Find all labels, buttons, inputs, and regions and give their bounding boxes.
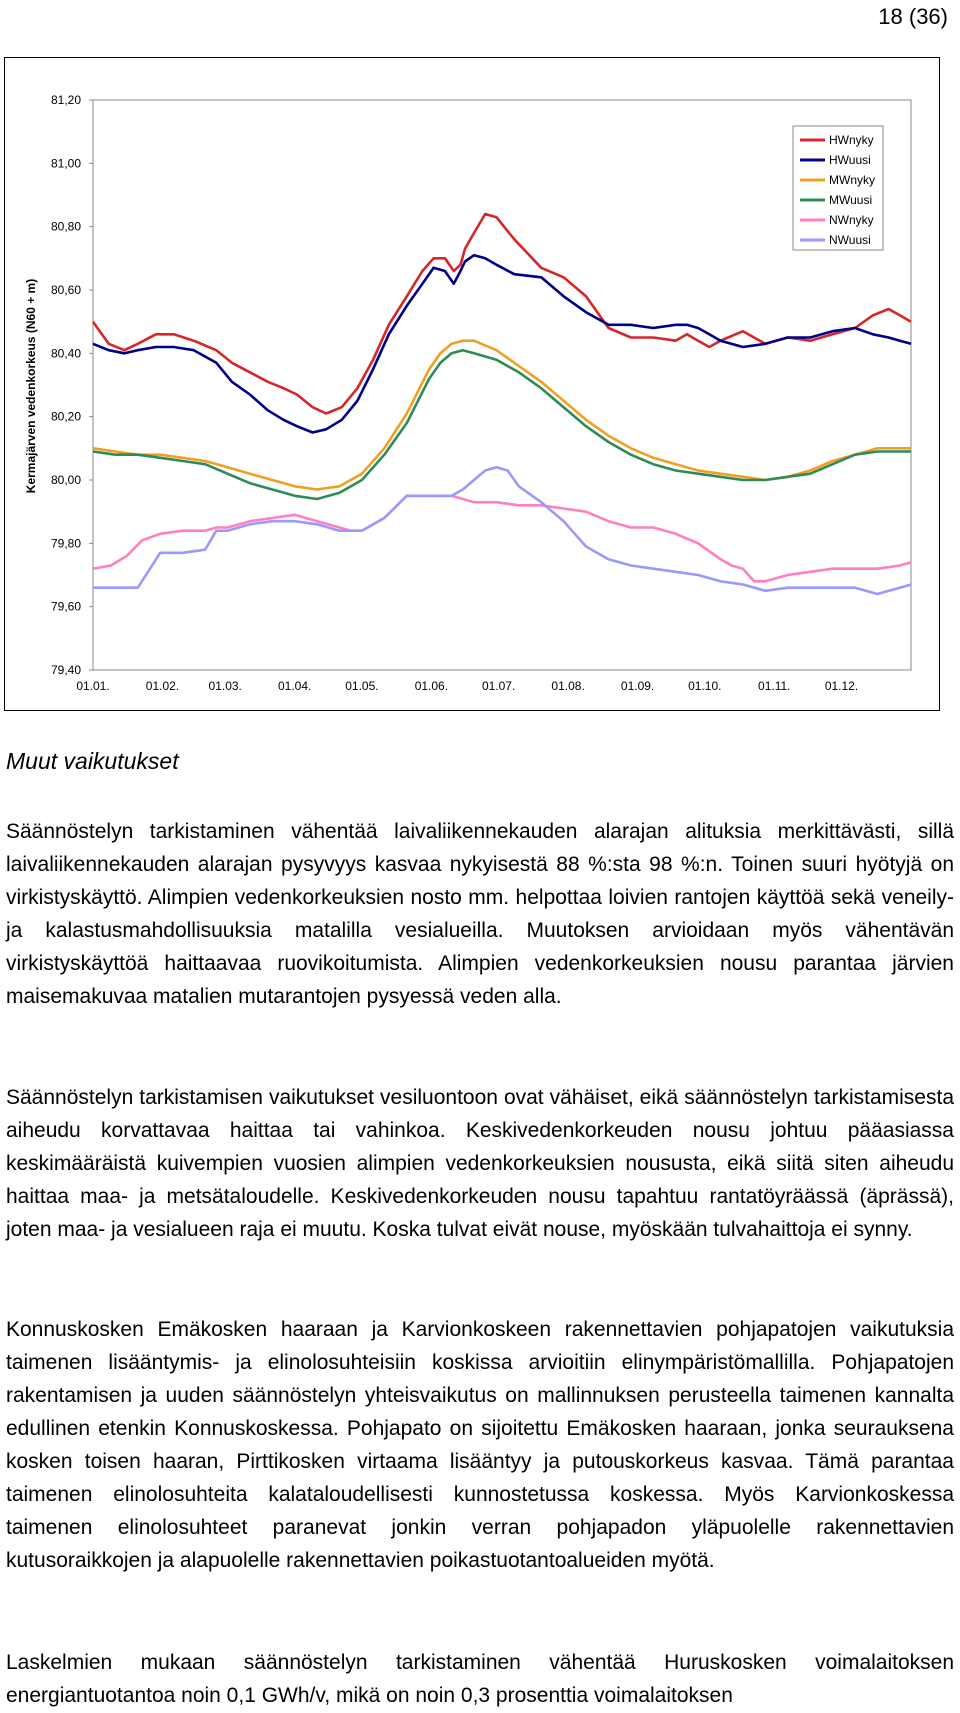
y-tick-label: 80,00: [50, 473, 81, 487]
y-tick-label: 79,80: [50, 536, 81, 551]
legend-label: NWuusi: [829, 233, 871, 247]
y-tick-label: 79,60: [50, 599, 81, 614]
legend-label: HWuusi: [829, 153, 871, 167]
water-level-chart: [4, 57, 940, 711]
legend: [793, 126, 883, 250]
x-tick-label: 01.09.: [620, 679, 655, 693]
x-ticks: [76, 679, 858, 693]
paragraph-1: Säännöstelyn tarkistaminen vähentää laivaliikennekauden alarajan alituksia merkittävästi, sillä laivaliikennekauden alarajan pysyvyys kasvaa nykyisestä 88 %:sta 98 %:n. Toinen suuri hyötyjä on virkistyskäyttö. Alimpien vedenkorkeuksien nosto mm. helpottaa loivien rantojen käyttöä sekä veneily- ja kalastusmahdollisuuksia matalilla vesialueilla. Muutoksen arvioidaan myös vähentävän virkistyskäyttöä haittaavaa ruovikoitumista. Alimpien vedenkorkeuksien nousu parantaa järvien maisemakuvaa matalien mutarantojen pysyessä veden alla.: [6, 820, 954, 1008]
legend-label: HWnyky: [829, 133, 874, 147]
y-tick-label: 80,80: [50, 219, 81, 234]
paragraph-4: Laskelmien mukaan säännöstelyn tarkistaminen vähentää Huruskosken voimalaitoksen energiantuotantoa noin 0,1 GWh/v, mikä on noin 0,3 prosenttia voimalaitoksen: [6, 1651, 954, 1707]
x-tick-label: 01.06.: [414, 679, 449, 693]
y-axis-label: Kermajärven vedenkorkeus (N60 + m): [24, 278, 38, 494]
y-tick-label: 80,40: [50, 346, 81, 361]
x-tick-label: 01.02.: [145, 679, 180, 693]
legend-label: NWnyky: [829, 213, 874, 227]
y-tick-label: 79,40: [50, 663, 81, 677]
section-title: Muut vaikutukset: [6, 748, 179, 774]
x-tick-label: 01.01.: [76, 679, 110, 693]
x-tick-label: 01.04.: [278, 679, 312, 693]
plot-area: [93, 100, 911, 670]
y-tick-label: 81,00: [50, 156, 81, 171]
x-tick-label: 01.07.: [481, 679, 516, 693]
x-tick-label: 01.11.: [758, 679, 791, 693]
y-ticks: [51, 93, 93, 677]
x-tick-label: 01.05.: [345, 679, 379, 693]
x-tick-label: 01.03.: [208, 679, 242, 693]
legend-label: MWuusi: [829, 193, 873, 207]
y-tick-label: 80,20: [50, 409, 81, 424]
x-tick-label: 01.12.: [824, 679, 859, 693]
chart-svg: [5, 58, 939, 710]
x-tick-label: 01.08.: [551, 679, 585, 693]
legend-label: MWnyky: [829, 173, 875, 187]
x-tick-label: 01.10.: [688, 679, 722, 693]
y-tick-label: 81,20: [50, 93, 81, 107]
y-tick-label: 80,60: [50, 283, 81, 297]
paragraph-3: Konnuskosken Emäkosken haaraan ja Karvionkoskeen rakennettavien pohjapatojen vaikutuksia taimenen lisääntymis- ja elinolosuhteisiin koskissa arvioitiin elinympäristömallilla. Pohjapatojen rakentamisen ja uuden säännöstelyn yhteisvaikutus on mallinnuksen perusteella taimenen kannalta edullinen etenkin Konnuskoskessa. Pohjapato on sijoitettu Emäkosken haaraan, jonka seurauksena kosken toisen haaran, Pirttikosken virtaama lisääntyy ja putouskorkeus kasvaa. Tämä parantaa taimenen elinolosuhteita kalataloudellisesti kunnostetussa koskessa. Myös Karvionkoskessa taimenen elinolosuhteet paranevat jonkin verran pohjapadon yläpuolelle rakennettavien kutusoraikkojen ja alapuolelle rakennettavien poikastuotantoalueiden myötä.: [6, 1318, 954, 1572]
page-number: 18 (36): [878, 4, 948, 29]
paragraph-2: Säännöstelyn tarkistamisen vaikutukset vesiluontoon ovat vähäiset, eikä säännöstelyn tarkistamisesta aiheudu korvattavaa haittaa tai vahinkoa. Keskivedenkorkeuden nousu johtuu pääasiassa keskimääräistä kuivempien vuosien alimpien vedenkorkeuksien noususta, eikä siitä siten aiheudu haittaa maa- ja metsätaloudelle. Keskivedenkorkeuden nousu tapahtuu rantatöyräässä (äprässä), joten maa- ja vesialueen raja ei muutu. Koska tulvat eivät nouse, myöskään tulvahaittoja ei synny.: [6, 1086, 954, 1241]
